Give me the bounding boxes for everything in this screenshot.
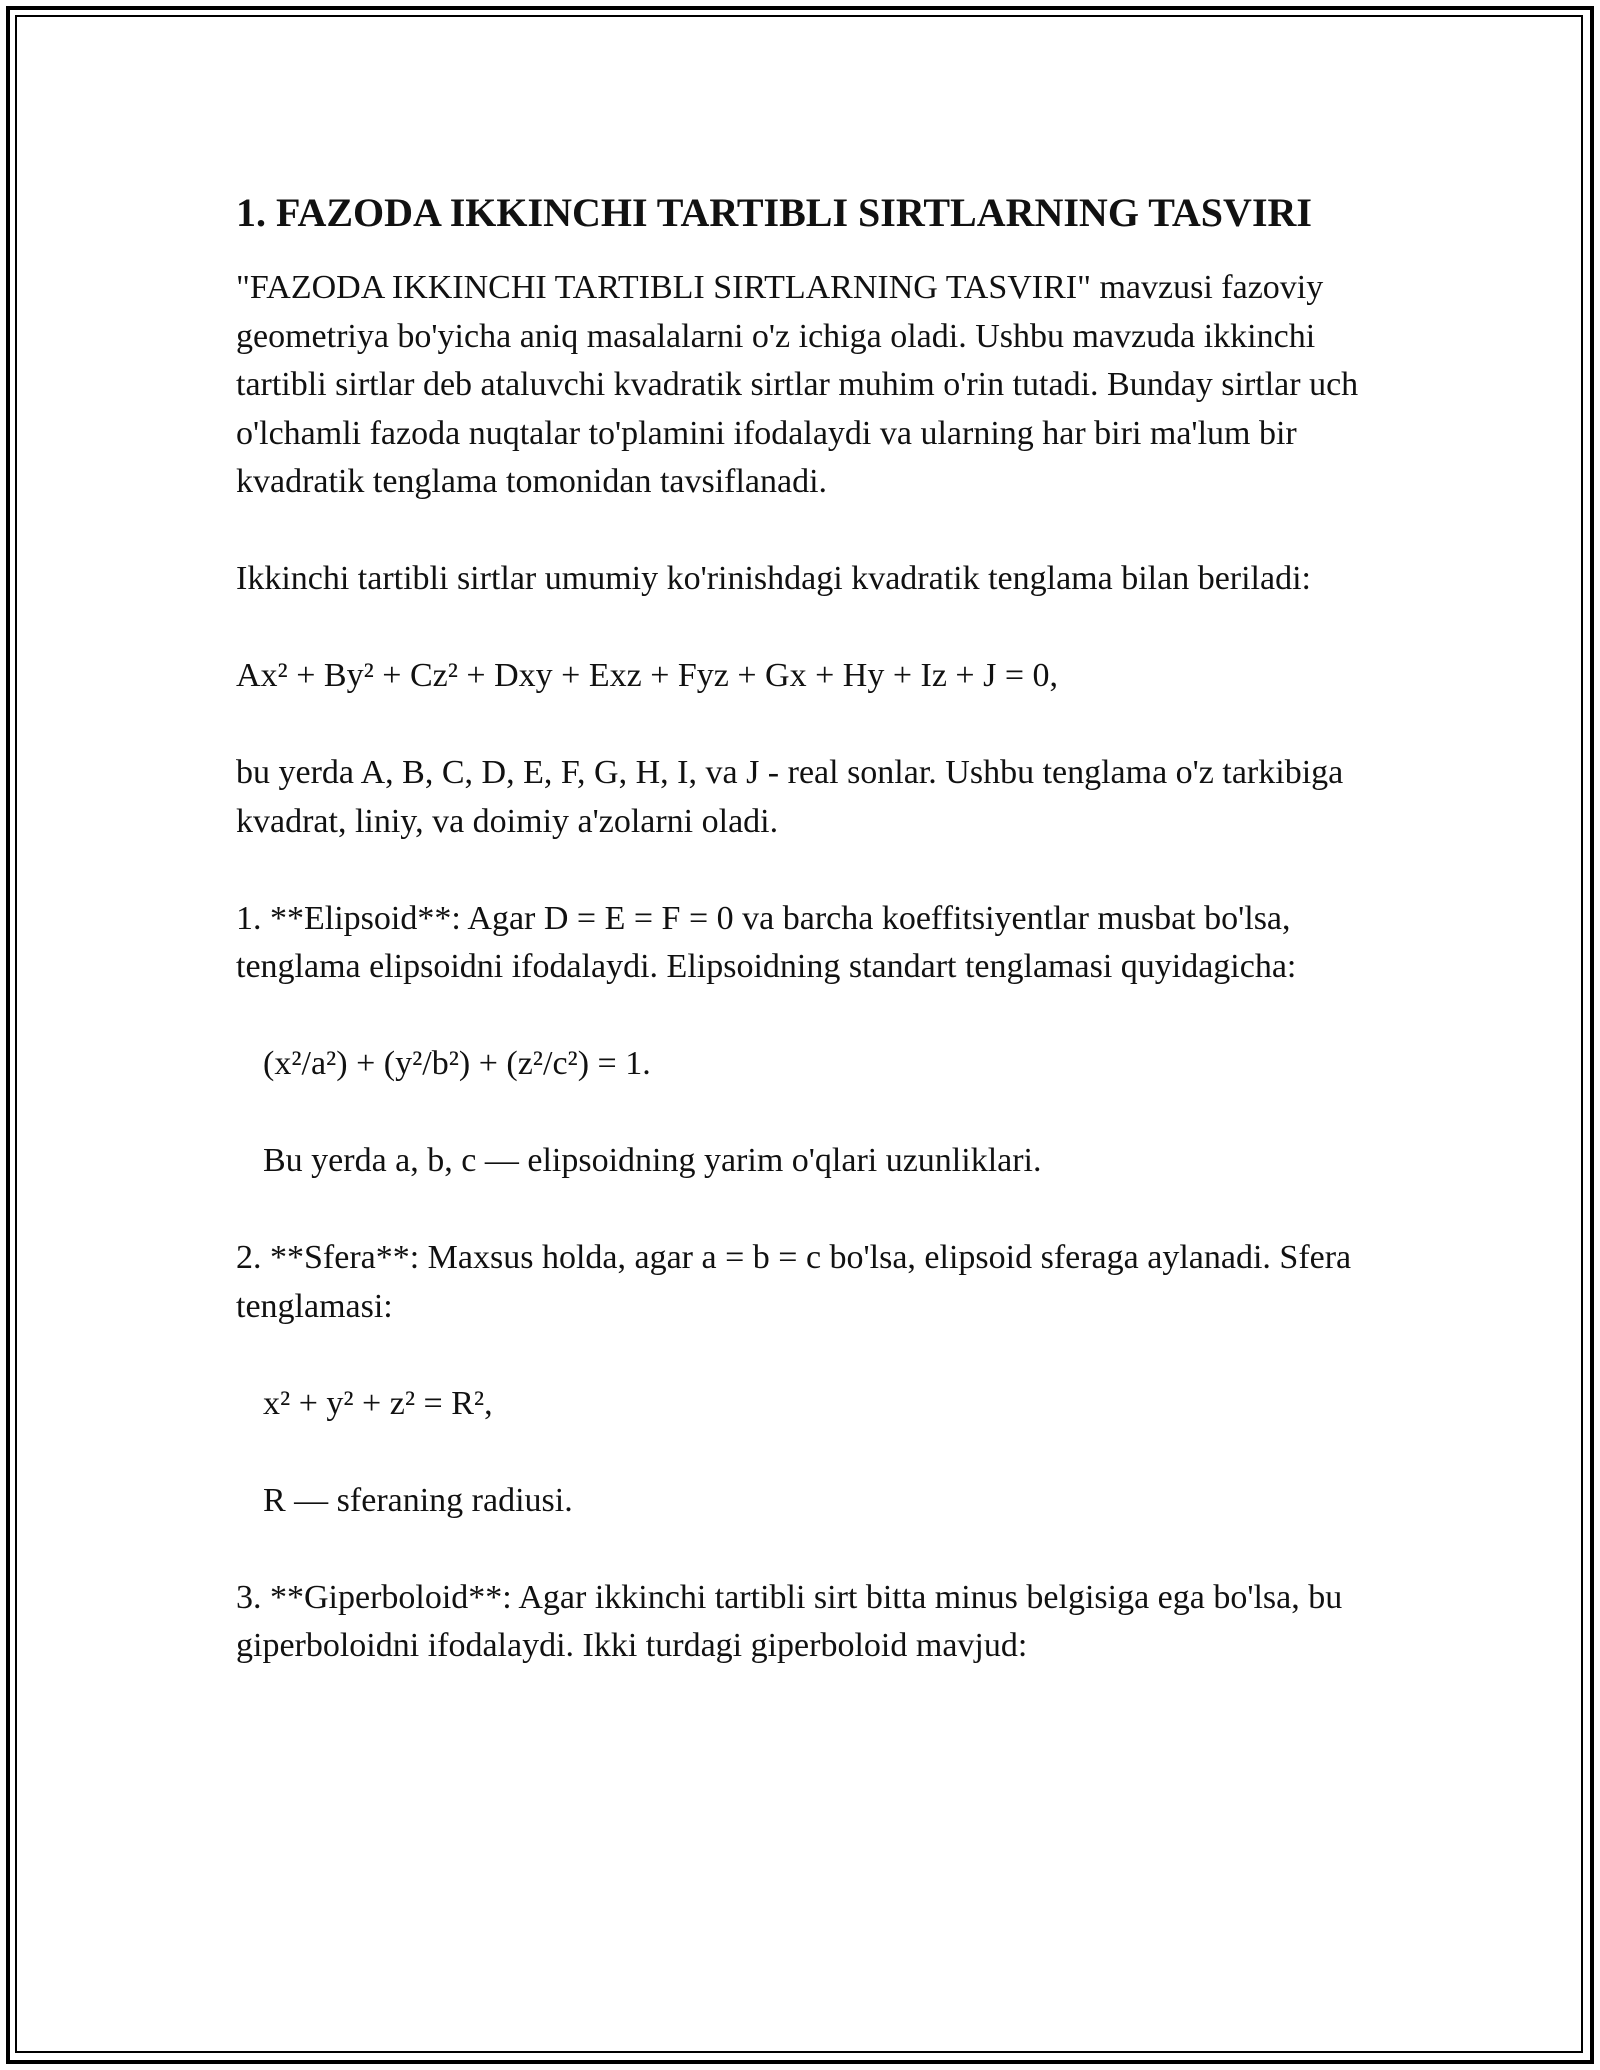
ellipsoid-note: Bu yerda a, b, c — elipsoidning yarim o'qlari uzunliklari. (263, 1142, 1042, 1179)
paragraph-gap (236, 1525, 1366, 1574)
paragraph-gap (236, 1186, 1366, 1235)
document-title: 1. FAZODA IKKINCHI TARTIBLI SIRTLARNING TASVIRI (236, 190, 1312, 235)
ellipsoid-item: 1. **Elipsoid**: Agar D = E = F = 0 va barcha koeffitsiyentlar musbat bo'lsa, tenglama elipsoidni ifodalaydi. Elipsoidning standart tenglamasi quyidagicha: (236, 899, 1300, 985)
sphere-note: R — sferaning radiusi. (263, 1481, 573, 1519)
sphere-equation: x² + y² + z² = R², (263, 1384, 493, 1422)
hyperboloid-item: 3. **Giperboloid**: Agar ikkinchi tartibli sirt bitta minus belgisiga ega bo'lsa, bu giperboloidni ifodalaydi. Ikki turdagi giperboloid mavjud: (236, 1578, 1351, 1664)
paragraph-gap (236, 507, 1366, 556)
general-equation: Ax² + By² + Cz² + Dxy + Exz + Fyz + Gx + Hy + Iz + J = 0, (236, 657, 1058, 694)
ellipsoid-equation: (x²/a²) + (y²/b²) + (z²/c²) = 1. (263, 1045, 651, 1082)
general-intro-paragraph: Ikkinchi tartibli sirtlar umumiy ko'rinishdagi kvadratik tenglama bilan beriladi: (236, 560, 1311, 597)
paragraph-gap (236, 1089, 1366, 1138)
paragraph-gap (236, 604, 1366, 653)
coefficients-paragraph: bu yerda A, B, C, D, E, F, G, H, I, va J - real sonlar. Ushbu tenglama o'z tarkibiga kvadrat, liniy, va doimiy a'zolarni oladi. (236, 754, 1352, 840)
paragraph-gap (236, 846, 1366, 895)
paragraph-gap (236, 992, 1366, 1041)
paragraph-gap (236, 1331, 1366, 1380)
intro-paragraph: "FAZODA IKKINCHI TARTIBLI SIRTLARNING TASVIRI" mavzusi fazoviy geometriya bo'yicha aniq masalalarni o'z ichiga oladi. Ushbu mavzuda ikkinchi tartibli sirtlar deb ataluvchi kvadratik sirtlar muhim o'rin tutadi. Bunday sirtlar uch o'lchamli fazoda nuqtalar to'plamini ifodalaydi va ularning har biri ma'lum bir kvadratik tenglama tomonidan tavsiflanadi. (236, 269, 1367, 500)
paragraph-gap (236, 1428, 1366, 1477)
document-body (236, 186, 1366, 1671)
paragraph-gap (236, 701, 1366, 750)
sphere-item: 2. **Sfera**: Maxsus holda, agar a = b = c bo'lsa, elipsoid sferaga aylanadi. Sfera tenglamasi: (236, 1239, 1360, 1325)
